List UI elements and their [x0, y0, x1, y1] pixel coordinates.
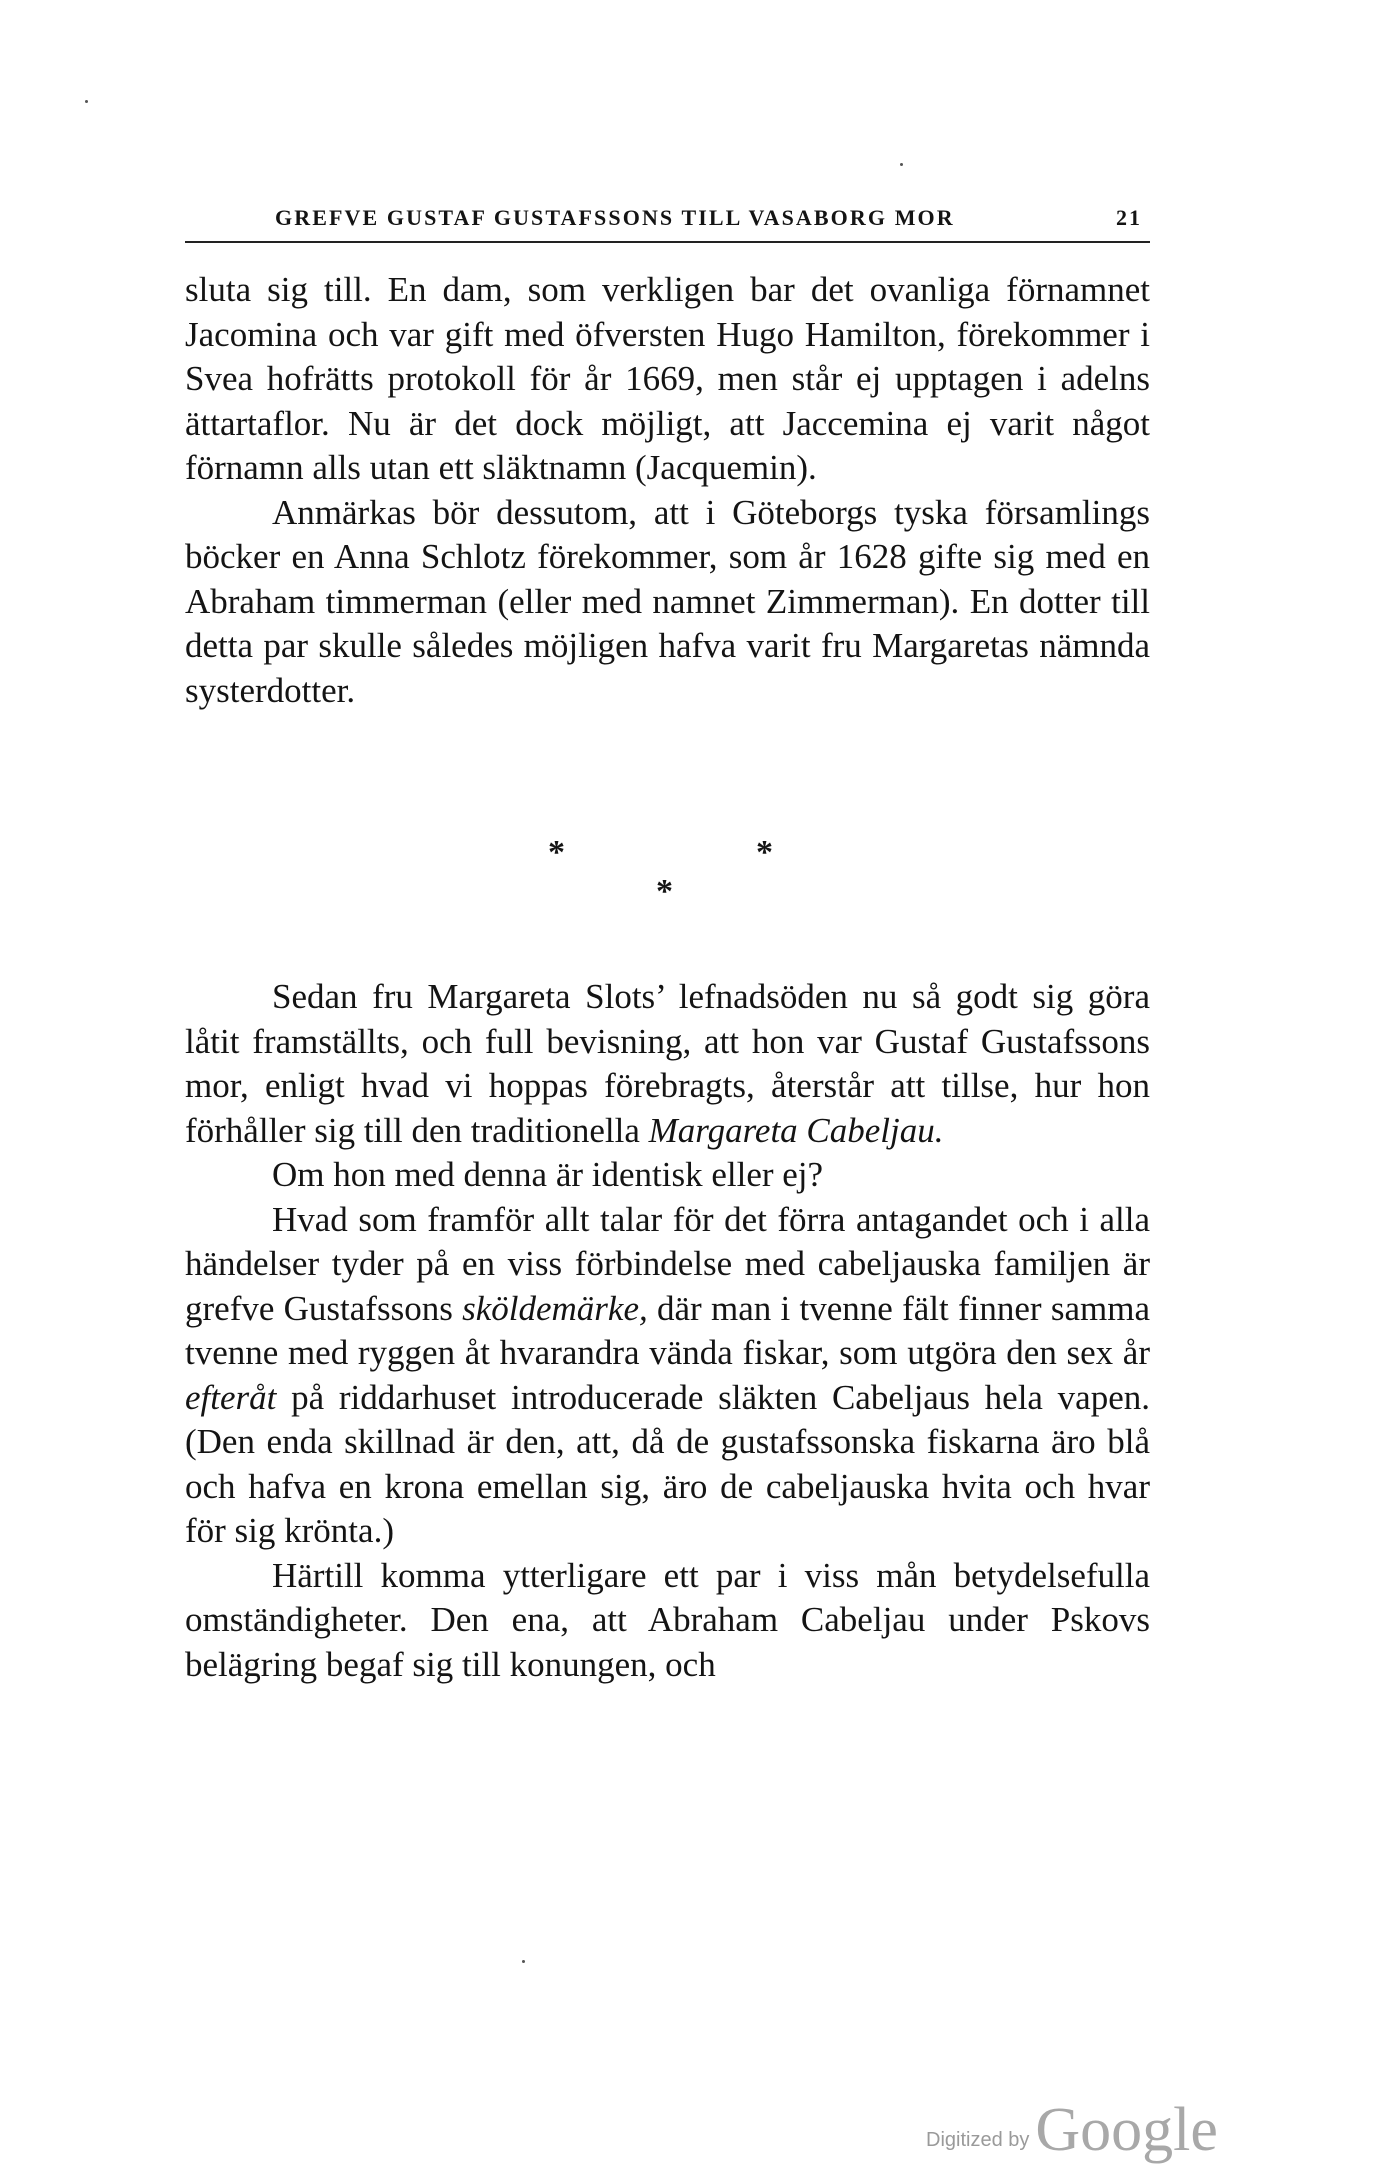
watermark-prefix: Digitized by — [926, 2129, 1030, 2151]
asterisk-ornament: * — [548, 834, 565, 871]
paragraph-text: sluta sig till. En dam, som verkligen bar det ovanliga förnamnet Jacomina och var gift med öfversten Hugo Hamilton, förekommer i Svea hofrätts protokoll för år 1669, men står ej upptagen i adelns ättartaflor. Nu är det dock möjligt, att Jaccemina ej varit något förnamn alls utan ett släktnamn (Jacquemin). — [185, 270, 1150, 487]
paragraph-text: Om hon med denna är identisk eller ej? — [272, 1155, 824, 1194]
paragraph — [185, 1153, 1150, 1198]
paragraph-text: Hvad som framför allt talar för det förra antagandet och i alla händelser tyder på en viss förbindelse med cabeljauska familjen är grefve Gustafssons — [185, 1199, 1150, 1328]
paragraph-text: på riddarhuset introducerade släkten Cabeljaus hela vapen. (Den enda skillnad är den, att, då de gustafssonska fiskarna äro blå och hafva en krona emellan sig, äro de cabeljauska hvita och hvar för sig krönta.) — [185, 1377, 1150, 1550]
paragraph-text: Härtill komma ytterligare ett par i viss mån betydelsefulla omständigheter. Den ena, att Abraham Cabeljau under Pskovs belägring begaf sig till konungen, och — [185, 1555, 1150, 1684]
paragraph-text: Anmärkas bör dessutom, att i Göteborgs tyska församlings böcker en Anna Schlotz förekommer, som år 1628 gifte sig med en Abraham timmerman (eller med namnet Zimmerman). En dotter till detta par skulle således möjligen hafva varit fru Margaretas nämnda systerdotter. — [185, 492, 1150, 710]
asterisk-ornament: * — [656, 873, 673, 910]
text-block-bottom — [185, 975, 1150, 1687]
paragraph — [185, 1554, 1150, 1688]
italic-term: efteråt — [185, 1377, 277, 1417]
paragraph — [185, 268, 1150, 491]
paragraph — [185, 975, 1150, 1153]
digitization-watermark — [926, 2095, 1218, 2166]
paragraph-text: Sedan fru Margareta Slots’ lefnadsöden nu så godt sig göra låtit framställts, och full bevisning, att hon var Gustaf Gustafssons mor, enligt hvad vi hoppas förebragts, återstår att tillse, hur hon förhåller sig till den traditionella — [185, 977, 1150, 1150]
paragraph — [185, 1198, 1150, 1554]
text-block-top — [185, 268, 1150, 713]
asterisk-ornament: * — [756, 834, 773, 871]
italic-term: sköldemärke, — [462, 1288, 648, 1328]
page-header — [185, 201, 1150, 243]
paragraph — [185, 491, 1150, 714]
google-logo: Google — [1035, 2096, 1218, 2164]
paper-speck — [900, 163, 903, 166]
paragraph-text: där man i tvenne fält finner samma tvenne med ryggen åt hvarandra vända fiskar, som utgöra den sex år — [185, 1288, 1150, 1372]
italic-name: Margareta Cabeljau. — [648, 1110, 944, 1150]
page-number: 21 — [1116, 205, 1142, 230]
paper-speck — [522, 1960, 525, 1963]
running-head: GREFVE GUSTAF GUSTAFSSONS TILL VASABORG MOR — [275, 205, 955, 230]
paper-speck — [85, 100, 88, 103]
